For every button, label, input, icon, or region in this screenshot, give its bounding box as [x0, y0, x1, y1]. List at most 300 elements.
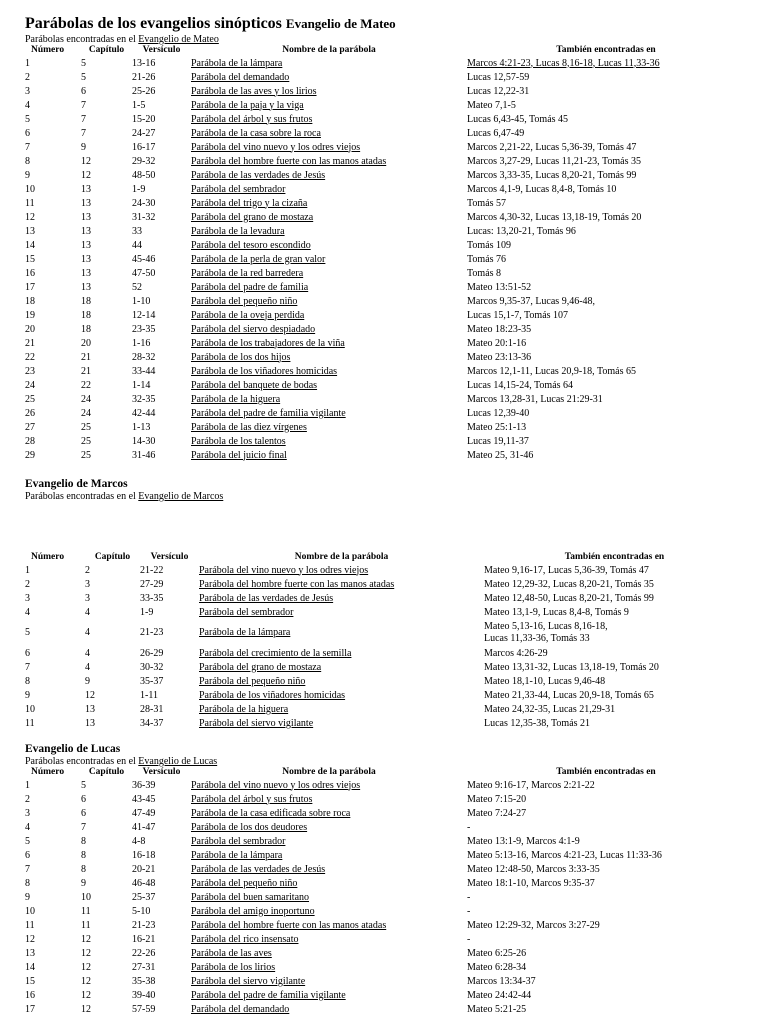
parable-name-link[interactable]: Parábola de los lirios [191, 961, 276, 973]
parable-name-link[interactable]: Parábola de la higuera [191, 393, 281, 405]
parable-name-link[interactable]: Parábola del árbol y sus frutos [191, 113, 313, 125]
table-row [25, 84, 745, 98]
parable-number-cell [25, 210, 81, 224]
parable-number-cell [25, 660, 85, 674]
parable-chapter-cell: 6 [81, 793, 86, 805]
parable-number-cell: 5 [25, 627, 30, 638]
parable-number-cell: 10 [25, 905, 35, 917]
parable-references-cell: Mateo 20:1-16 [467, 337, 527, 349]
table-row [25, 946, 745, 960]
parable-name-link[interactable]: Parábola del trigo y la cizaña [191, 197, 308, 209]
parable-references-cell: Marcos 4,30-32, Lucas 13,18-19, Tomás 20 [467, 211, 642, 223]
parable-number-cell [25, 224, 81, 238]
parable-name-link[interactable]: Parábola de los talentos [191, 435, 286, 447]
table-row [25, 224, 745, 238]
parable-verse-cell: 21-22 [140, 564, 164, 576]
parable-chapter-cell: 12 [85, 689, 95, 701]
parable-references-cell: Mateo 7:15-20 [467, 793, 527, 805]
parable-chapter-cell [81, 266, 132, 280]
parable-chapter-cell: 7 [81, 113, 86, 125]
parable-references-cell [467, 806, 745, 820]
table-row [25, 646, 745, 660]
parable-references-cell [467, 322, 745, 336]
parable-name-link[interactable]: Parábola del demandado [191, 71, 290, 83]
parable-number-cell [25, 932, 81, 946]
parable-name-cell [191, 792, 467, 806]
parable-verse-cell: 20-21 [132, 863, 156, 875]
parable-name-cell [191, 406, 467, 420]
parable-number-cell: 26 [25, 407, 35, 419]
parable-references-cell: Marcos 9,35-37, Lucas 9,46-48, [467, 295, 596, 307]
parable-verse-cell [132, 904, 191, 918]
parable-name-cell [191, 434, 467, 448]
table-row [25, 876, 745, 890]
parable-verse-cell [132, 806, 191, 820]
parable-references-cell: Mateo 21,33-44, Lucas 20,9-18, Tomás 65 [484, 689, 654, 701]
parable-references-cell [484, 577, 745, 591]
table-row [25, 56, 745, 70]
parable-chapter-cell: 21 [81, 365, 91, 377]
parable-name-link[interactable]: Parábola del vino nuevo y los odres viejos [199, 564, 369, 576]
parable-references-cell [467, 266, 745, 280]
parable-verse-cell: 27-29 [140, 578, 164, 590]
parable-chapter-cell [85, 619, 140, 646]
parable-name-link[interactable]: Parábola del sembrador [199, 606, 294, 618]
parable-chapter-cell: 25 [81, 421, 91, 433]
table-row [25, 702, 745, 716]
parable-number-cell: 13 [25, 225, 35, 237]
mateo-parables-table [25, 45, 745, 462]
parable-verse-cell [132, 140, 191, 154]
parable-number-cell: 5 [25, 835, 30, 847]
parable-name-link[interactable]: Parábola del vino nuevo y los odres viejos [191, 141, 361, 153]
parable-references-cell: Mateo 7:24-27 [467, 807, 527, 819]
parable-references-cell: Lucas 6,47-49 [467, 127, 525, 139]
parable-references-cell [467, 182, 745, 196]
parable-references-cell: Mateo 18:23-35 [467, 323, 532, 335]
parable-verse-cell [140, 688, 199, 702]
lucas-intro [25, 756, 745, 767]
parable-name-link[interactable]: Parábola de las verdades de Jesús [191, 169, 326, 181]
parable-chapter-cell: 13 [81, 239, 91, 251]
parable-chapter-cell: 5 [81, 57, 86, 69]
table-row [25, 294, 745, 308]
parable-name-link[interactable]: Parábola de la casa sobre la roca [191, 127, 321, 139]
parable-name-link[interactable]: Parábola de las verdades de Jesús [191, 863, 326, 875]
parable-references-line: Lucas 11,33-36, Tomás 33 [484, 632, 590, 644]
parable-name-link[interactable]: Parábola del buen samaritano [191, 891, 310, 903]
parable-references-cell [467, 918, 745, 932]
parable-verse-cell [132, 848, 191, 862]
parable-chapter-cell: 5 [81, 71, 86, 83]
parable-verse-cell: 31-46 [132, 449, 156, 461]
parable-verse-cell [132, 820, 191, 834]
parable-verse-cell [140, 591, 199, 605]
parable-verse-cell [132, 266, 191, 280]
parable-references-cell: Mateo 12,29-32, Lucas 8,20-21, Tomás 35 [484, 578, 654, 590]
parable-references-cell: Marcos 2,21-22, Lucas 5,36-39, Tomás 47 [467, 141, 637, 153]
parable-name-link[interactable]: Parábola de la higuera [199, 703, 289, 715]
parable-name-link[interactable]: Parábola del crecimiento de la semilla [199, 647, 352, 659]
parable-chapter-cell [85, 563, 140, 577]
mateo-gospel-link[interactable]: Evangelio de Mateo [138, 34, 219, 45]
parable-references-cell [467, 56, 745, 70]
parable-name-cell [191, 918, 467, 932]
parable-references-cell [467, 792, 745, 806]
parable-verse-cell: 21-23 [132, 919, 156, 931]
table-row [25, 605, 745, 619]
parable-references-cell: Tomás 109 [467, 239, 512, 251]
parable-verse-cell: 14-30 [132, 435, 156, 447]
parable-name-link[interactable]: Parábola del vino nuevo y los odres viejos [191, 779, 361, 791]
table-row [25, 716, 745, 730]
parable-number-cell [25, 619, 85, 646]
table-row [25, 448, 745, 462]
parable-verse-cell: 1-16 [132, 337, 151, 349]
parable-number-cell: 17 [25, 281, 35, 293]
parable-chapter-cell [81, 890, 132, 904]
parable-number-cell [25, 1002, 81, 1016]
parable-name-link[interactable]: Parábola de la oveja perdida [191, 309, 305, 321]
parable-number-cell [25, 140, 81, 154]
parable-references-cell [467, 126, 745, 140]
parable-number-cell: 20 [25, 323, 35, 335]
parable-chapter-cell: 18 [81, 323, 91, 335]
parable-references-cell [467, 350, 745, 364]
table-row [25, 420, 745, 434]
parable-references-cell: Mateo 13,31-32, Lucas 13,18-19, Tomás 20 [484, 661, 659, 673]
parable-number-cell: 15 [25, 253, 35, 265]
parable-number-cell: 27 [25, 421, 35, 433]
parable-name-link[interactable]: Parábola de las diez vírgenes [191, 421, 307, 433]
parable-number-cell: 24 [25, 379, 35, 391]
parable-references-cell [467, 70, 745, 84]
parable-verse-cell: 25-37 [132, 891, 156, 903]
parable-chapter-cell: 8 [81, 863, 86, 875]
parable-name-cell [191, 98, 467, 112]
mateo-intro [25, 34, 745, 45]
table-row [25, 974, 745, 988]
parable-name-link[interactable]: Parábola del rico insensato [191, 933, 299, 945]
parable-references-cell [467, 210, 745, 224]
parable-references-cell: Marcos 12,1-11, Lucas 20,9-18, Tomás 65 [467, 365, 636, 377]
parable-number-cell [25, 876, 81, 890]
col-name-header: Nombre de la parábola [294, 552, 389, 562]
parable-name-link[interactable]: Parábola del grano de mostaza [199, 661, 322, 673]
parable-number-cell: 11 [25, 717, 35, 729]
parable-verse-cell [132, 364, 191, 378]
parable-name-link[interactable]: Parábola del padre de familia vigilante [191, 989, 346, 1001]
parable-chapter-cell: 12 [81, 961, 91, 973]
parable-number-cell: 11 [25, 197, 35, 209]
parable-name-link[interactable]: Parábola de las aves [191, 947, 272, 959]
table-row [25, 210, 745, 224]
parable-references-cell [484, 688, 745, 702]
parable-verse-cell: 1-14 [132, 379, 151, 391]
parable-name-link[interactable]: Parábola del demandado [191, 1003, 290, 1015]
parable-references-cell [484, 605, 745, 619]
parable-references-cell [467, 392, 745, 406]
parable-name-link[interactable]: Parábola de los trabajadores de la viña [191, 337, 345, 349]
parable-references-cell [467, 890, 745, 904]
marcos-intro-prefix: Parábolas encontradas en el [25, 491, 136, 502]
parable-verse-cell: 1-5 [132, 99, 146, 111]
parable-name-cell [191, 224, 467, 238]
parable-number-cell: 7 [25, 141, 30, 153]
parable-verse-cell [132, 196, 191, 210]
parable-number-cell: 17 [25, 1003, 35, 1015]
parable-references-cell [467, 946, 745, 960]
table-row [25, 182, 745, 196]
parable-number-cell: 19 [25, 309, 35, 321]
parable-number-cell [25, 862, 81, 876]
parable-verse-cell: 26-29 [140, 647, 164, 659]
parable-name-link[interactable]: Parábola de la paja y la viga [191, 99, 304, 111]
parable-chapter-cell: 25 [81, 449, 91, 461]
parable-references-cell [484, 660, 745, 674]
table-row [25, 619, 745, 646]
parable-verse-cell [132, 224, 191, 238]
parable-number-cell: 7 [25, 661, 30, 673]
parable-name-link[interactable]: Parábola de la red barredera [191, 267, 304, 279]
parable-chapter-cell: 24 [81, 393, 91, 405]
parable-chapter-cell [81, 406, 132, 420]
parable-chapter-cell: 12 [81, 975, 91, 987]
parable-references-cell: Mateo 6:25-26 [467, 947, 527, 959]
parable-name-link[interactable]: Parábola del sembrador [191, 183, 286, 195]
parable-references-cell [467, 378, 745, 392]
parable-verse-cell [132, 778, 191, 792]
parable-chapter-cell [81, 182, 132, 196]
parable-name-cell [199, 702, 484, 716]
table-row [25, 792, 745, 806]
parable-references-cell: Mateo 23:13-36 [467, 351, 532, 363]
parable-chapter-cell: 4 [85, 606, 90, 618]
mateo-intro-prefix: Parábolas encontradas en el [25, 34, 136, 45]
parable-number-cell [25, 126, 81, 140]
parable-references-cell: Lucas 12,22-31 [467, 85, 530, 97]
parable-name-link[interactable]: Parábola del hombre fuerte con las manos atadas [191, 919, 387, 931]
table-row [25, 660, 745, 674]
parable-name-cell [199, 716, 484, 730]
parable-number-cell [25, 591, 85, 605]
parable-chapter-cell: 13 [85, 703, 95, 715]
parable-verse-cell [132, 448, 191, 462]
parable-number-cell [25, 988, 81, 1002]
table-row [25, 98, 745, 112]
parable-name-link[interactable]: Parábola del padre de familia [191, 281, 309, 293]
parable-chapter-cell [81, 904, 132, 918]
parable-references-cell [467, 238, 745, 252]
parable-chapter-cell [81, 154, 132, 168]
parable-chapter-cell: 13 [81, 225, 91, 237]
parable-number-cell: 12 [25, 933, 35, 945]
table-row [25, 960, 745, 974]
parable-references-cell: - [467, 905, 471, 917]
parable-chapter-cell [81, 210, 132, 224]
parable-verse-cell [132, 70, 191, 84]
parable-number-cell [25, 392, 81, 406]
parable-chapter-cell: 21 [81, 351, 91, 363]
parable-name-link[interactable]: Parábola del grano de mostaza [191, 211, 314, 223]
parable-verse-cell [140, 702, 199, 716]
parable-name-link[interactable]: Parábola de las aves y los lirios [191, 85, 317, 97]
parable-name-link[interactable]: Parábola de los dos deudores [191, 821, 308, 833]
table-row [25, 252, 745, 266]
parable-verse-cell: 33-35 [140, 592, 164, 604]
table-row [25, 350, 745, 364]
parable-chapter-cell: 12 [81, 947, 91, 959]
parable-number-cell: 8 [25, 877, 30, 889]
parable-name-link[interactable]: Parábola del banquete de bodas [191, 379, 318, 391]
parable-name-link[interactable]: Parábola del tesoro escondido [191, 239, 311, 251]
parable-name-cell [191, 182, 467, 196]
parable-references-cell [467, 112, 745, 126]
parable-references-cell [484, 591, 745, 605]
table-row [25, 378, 745, 392]
parable-verse-cell [132, 210, 191, 224]
parable-references-cell: Mateo 25, 31-46 [467, 449, 534, 461]
parable-name-cell [191, 322, 467, 336]
parable-number-cell: 1 [25, 564, 30, 576]
parable-name-link[interactable]: Parábola del pequeño niño [191, 295, 298, 307]
parable-name-link[interactable]: Parábola de la casa edificada sobre roca [191, 807, 351, 819]
parable-references-cell: Mateo 12:29-32, Marcos 3:27-29 [467, 919, 600, 931]
parable-number-cell [25, 605, 85, 619]
table-row [25, 308, 745, 322]
parable-chapter-cell [81, 196, 132, 210]
col-also-header: También encontradas en [564, 552, 665, 562]
parable-chapter-cell [81, 126, 132, 140]
parable-references-cell: Mateo 24:42-44 [467, 989, 532, 1001]
parable-name-link[interactable]: Parábola del amigo inoportuno [191, 905, 315, 917]
parable-chapter-cell [81, 392, 132, 406]
parable-chapter-cell [85, 577, 140, 591]
parable-number-cell: 6 [25, 647, 30, 659]
parable-chapter-cell: 5 [81, 779, 86, 791]
parable-references-cell [467, 168, 745, 182]
parable-name-link[interactable]: Parábola del pequeño niño [191, 877, 298, 889]
parable-references-cell [467, 406, 745, 420]
parable-references-cell [484, 716, 745, 730]
parable-verse-cell: 24-27 [132, 127, 156, 139]
parable-verse-cell: 42-44 [132, 407, 156, 419]
marcos-gospel-link[interactable]: Evangelio de Marcos [138, 491, 224, 502]
parable-name-link[interactable]: Parábola del juicio final [191, 449, 287, 461]
parable-name-link[interactable]: Parábola del árbol y sus frutos [191, 793, 313, 805]
parable-name-link[interactable]: Parábola del siervo despiadado [191, 323, 316, 335]
parable-verse-cell: 45-46 [132, 253, 156, 265]
parable-name-link[interactable]: Parábola del pequeño niño [199, 675, 306, 687]
parable-chapter-cell: 9 [81, 141, 86, 153]
parable-name-link[interactable]: Parábola de los viñadores homicidas [191, 365, 338, 377]
parable-chapter-cell: 25 [81, 435, 91, 447]
parable-number-cell: 3 [25, 85, 30, 97]
table-row [25, 336, 745, 350]
table-row [25, 364, 745, 378]
parable-name-link[interactable]: Parábola del sembrador [191, 835, 286, 847]
parable-chapter-cell [85, 716, 140, 730]
parable-name-cell [199, 563, 484, 577]
parable-verse-cell [132, 876, 191, 890]
parable-references-cell [484, 563, 745, 577]
parable-number-cell [25, 890, 81, 904]
parable-name-link[interactable]: Parábola de las verdades de Jesús [199, 592, 334, 604]
parable-number-cell [25, 196, 81, 210]
parable-name-link[interactable]: Parábola del hombre fuerte con las manos atadas [199, 578, 395, 590]
col-verse-header: Versículo [142, 45, 181, 55]
parable-name-link[interactable]: Parábola del siervo vigilante [199, 717, 314, 729]
parable-name-link[interactable]: Parábola de la perla de gran valor [191, 253, 326, 265]
col-chapter-header: Capítulo [94, 552, 131, 562]
parable-references-cell [467, 98, 745, 112]
table-row [25, 196, 745, 210]
lucas-parables-table [25, 767, 745, 1016]
parable-name-link[interactable]: Parábola del hombre fuerte con las manos atadas [191, 155, 387, 167]
parable-name-link[interactable]: Parábola del padre de familia vigilante [191, 407, 346, 419]
parable-verse-cell [132, 112, 191, 126]
parable-chapter-cell [81, 876, 132, 890]
parable-verse-cell: 35-38 [132, 975, 156, 987]
parable-verse-cell [132, 168, 191, 182]
parable-name-cell [199, 646, 484, 660]
parable-verse-cell [132, 252, 191, 266]
parable-verse-cell [132, 280, 191, 294]
parable-references-cell [467, 820, 745, 834]
parable-chapter-cell [81, 960, 132, 974]
parable-references-cell: Lucas 12,39-40 [467, 407, 530, 419]
parable-references-cell: Mateo 13,1-9, Lucas 8,4-8, Tomás 9 [484, 606, 629, 618]
parable-verse-cell [140, 563, 199, 577]
lucas-gospel-link[interactable]: Evangelio de Lucas [138, 756, 218, 767]
parable-references-cell: Marcos 13:34-37 [467, 975, 536, 987]
parable-name-cell [199, 660, 484, 674]
parable-number-cell [25, 308, 81, 322]
parable-verse-cell [132, 378, 191, 392]
parable-verse-cell [132, 918, 191, 932]
parable-name-link[interactable]: Parábola de los dos hijos [191, 351, 291, 363]
parable-name-link[interactable]: Parábola de la lámpara [191, 57, 283, 69]
parable-name-link[interactable]: Parábola de la levadura [191, 225, 285, 237]
parable-verse-cell [132, 154, 191, 168]
parable-name-link[interactable]: Parábola del siervo vigilante [191, 975, 306, 987]
parable-name-link[interactable]: Parábola de los viñadores homicidas [199, 689, 346, 701]
parable-name-link[interactable]: Parábola de la lámpara [199, 627, 291, 638]
parable-references-cell [467, 988, 745, 1002]
parable-chapter-cell: 8 [81, 849, 86, 861]
parable-name-link[interactable]: Parábola de la lámpara [191, 849, 283, 861]
parable-number-cell: 23 [25, 365, 35, 377]
parable-number-cell [25, 577, 85, 591]
parable-verse-cell [132, 322, 191, 336]
parable-number-cell: 13 [25, 947, 35, 959]
parable-chapter-cell: 13 [81, 253, 91, 265]
parable-references-cell [467, 420, 745, 434]
parable-number-cell: 9 [25, 891, 30, 903]
parable-number-cell [25, 716, 85, 730]
parable-references-cell: Mateo 18:1-10, Marcos 9:35-37 [467, 877, 595, 889]
parable-number-cell [25, 112, 81, 126]
parable-name-cell [191, 168, 467, 182]
parable-verse-cell [132, 406, 191, 420]
table-row [25, 890, 745, 904]
parable-chapter-cell: 3 [85, 578, 90, 590]
parable-number-cell: 12 [25, 211, 35, 223]
parable-number-cell [25, 154, 81, 168]
parable-chapter-cell: 12 [81, 1003, 91, 1015]
parable-number-cell [25, 56, 81, 70]
parable-chapter-cell: 13 [81, 197, 91, 209]
